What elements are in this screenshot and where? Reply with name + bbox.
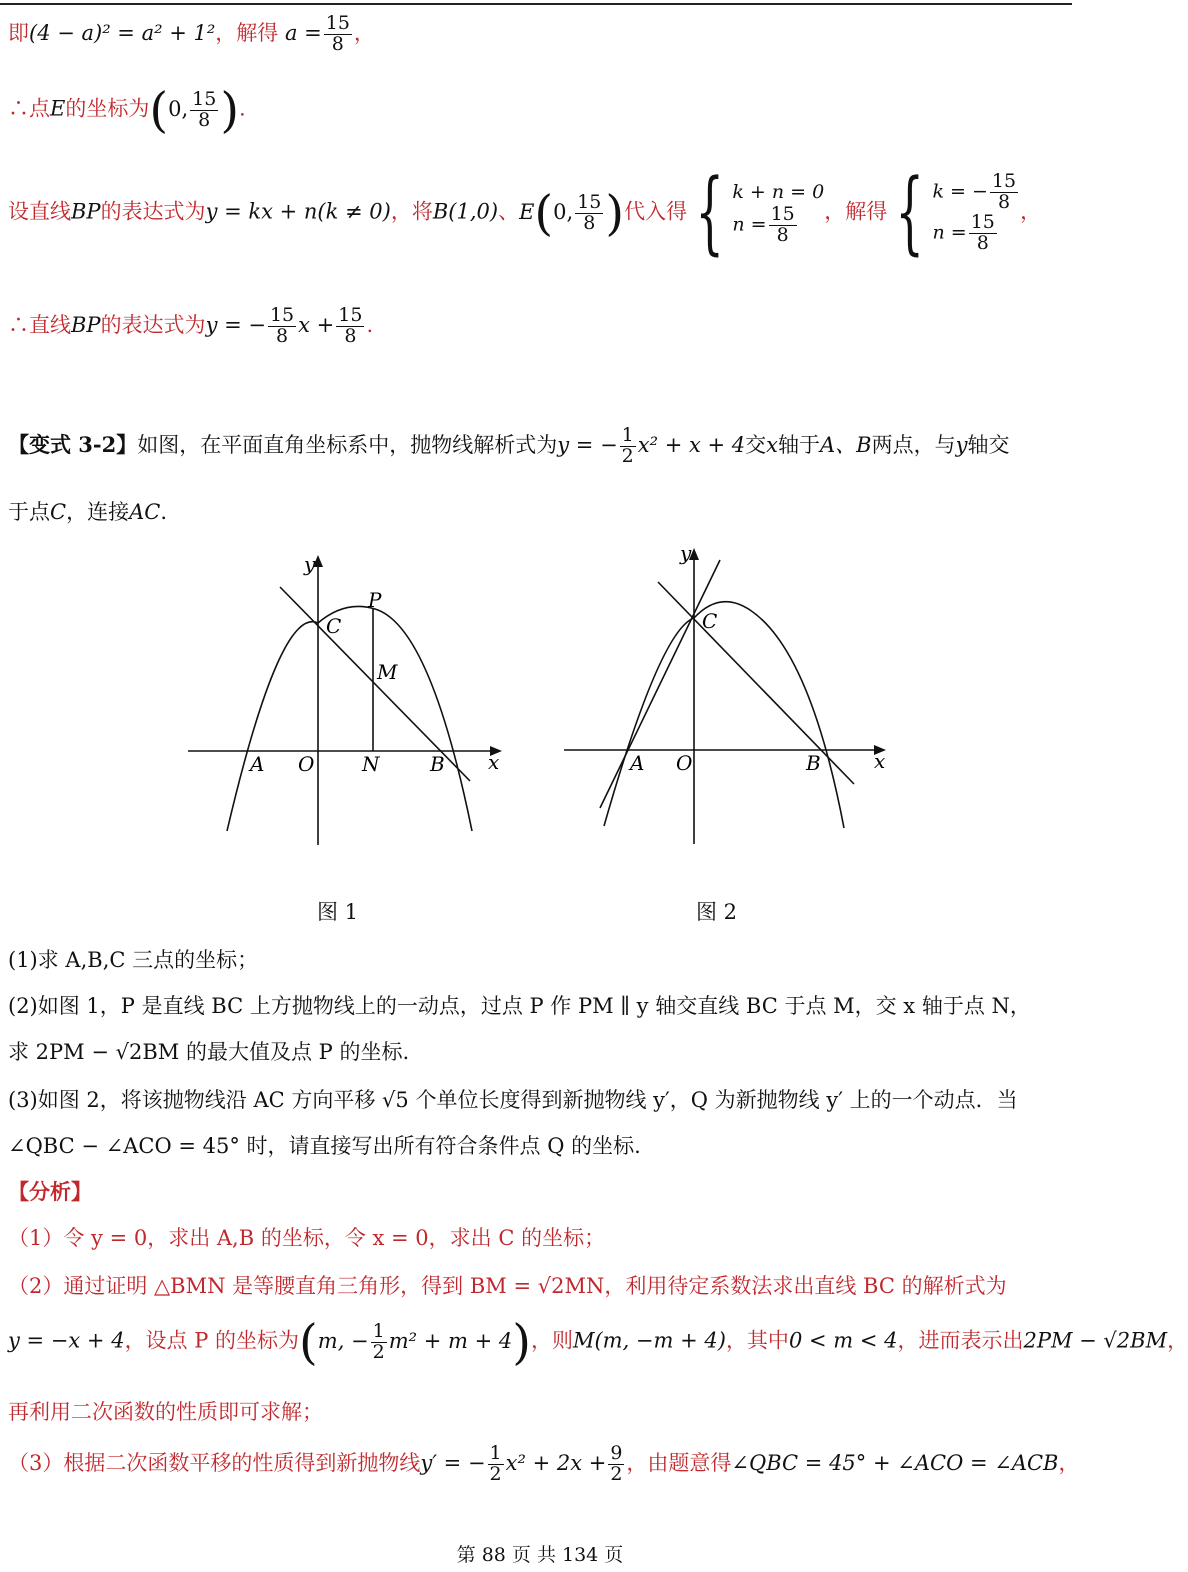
- variable: a =: [284, 20, 322, 45]
- text: ，由题意得: [626, 1450, 732, 1475]
- equation: n =: [932, 221, 967, 244]
- problem-statement-line-2: [8, 496, 167, 526]
- analysis-step-3: [8, 1444, 1080, 1485]
- text: 即: [8, 20, 29, 45]
- text: 两点，与: [871, 432, 956, 457]
- text: ，连接: [66, 500, 130, 524]
- text: .: [239, 96, 246, 121]
- point-label: C: [50, 500, 67, 524]
- solution-line-2: ∴点E的坐标为(0, $\frac{15}{8}$ ).: [8, 82, 246, 138]
- text: .: [160, 500, 167, 524]
- numerator: 15: [770, 202, 795, 225]
- label-c: C: [702, 609, 718, 633]
- denominator: 8: [276, 324, 289, 347]
- line-label: BP: [71, 312, 101, 337]
- text: ，进而表示出: [897, 1328, 1024, 1353]
- equation: y = −: [557, 432, 618, 457]
- numerator: 1: [621, 424, 634, 446]
- text: 的坐标为: [65, 96, 150, 121]
- numerator: 15: [970, 211, 995, 233]
- text: 轴交: [967, 432, 1010, 457]
- label-o: O: [298, 752, 315, 776]
- solution-line-1: [8, 14, 375, 55]
- solution-line-4: [8, 306, 373, 347]
- equation: x² + 2x +: [505, 1450, 607, 1475]
- numerator: 15: [991, 170, 1017, 193]
- label-o: O: [676, 751, 693, 775]
- figure-1-graph: [180, 545, 520, 855]
- numerator: 1: [489, 1442, 502, 1464]
- question-1: (1)求 A,B,C 三点的坐标；: [8, 948, 259, 972]
- equation: k = −: [932, 180, 988, 203]
- equation: x² + x + 4: [637, 432, 746, 457]
- point-label: E: [50, 96, 66, 121]
- point-labels: A、B: [819, 432, 872, 457]
- text: ，解得: [824, 199, 888, 224]
- problem-tag: 【变式 3-2】: [8, 431, 138, 457]
- text: 于点: [8, 500, 50, 524]
- figure-1-caption: 图 1: [317, 900, 359, 924]
- text: ，解得: [215, 20, 279, 45]
- variable: y: [955, 432, 968, 457]
- label-m: M: [377, 660, 398, 684]
- text: ，: [1020, 199, 1042, 224]
- numerator: 1: [372, 1319, 385, 1342]
- parabola: [604, 602, 844, 828]
- label-b: B: [430, 752, 445, 776]
- label-b: B: [806, 751, 821, 775]
- equation: (4 − a)² = a² + 1²: [29, 20, 216, 45]
- numerator: 15: [338, 304, 363, 326]
- variable: x: [766, 432, 778, 457]
- expression: 2PM − √2BM: [1023, 1328, 1168, 1353]
- coordinate: m² + m + 4: [388, 1328, 513, 1353]
- denominator: 8: [997, 191, 1011, 214]
- equation: k + n = 0: [732, 181, 825, 204]
- inequality: 0 < m < 4: [788, 1328, 898, 1353]
- text: ，: [1058, 1450, 1080, 1475]
- point: B(1,0): [432, 199, 499, 224]
- analysis-title: 【分析】: [8, 1179, 92, 1204]
- denominator: 8: [331, 32, 344, 55]
- question-3-line-1: (3)如图 2，将该抛物线沿 AC 方向平移 √5 个单位长度得到新抛物线 y′，Q 为新抛物线 y′ 上的一个动点．当: [8, 1088, 1018, 1112]
- text: 、: [498, 199, 520, 224]
- label-a: A: [630, 751, 645, 775]
- segment-label: AC: [129, 500, 161, 524]
- equation: y = −x + 4: [8, 1328, 125, 1353]
- label-p: P: [368, 588, 382, 612]
- numerator: 15: [577, 190, 602, 213]
- question-2-line-2: 求 2PM − √2BM 的最大值及点 P 的坐标.: [8, 1040, 410, 1064]
- label-x: x: [488, 750, 500, 774]
- numerator: 15: [269, 304, 295, 326]
- denominator: 8: [583, 211, 596, 234]
- text: ，: [1167, 1328, 1188, 1353]
- top-rule: [0, 3, 1072, 5]
- equation: y′ = −: [420, 1450, 486, 1475]
- text: ，其中: [725, 1328, 789, 1353]
- label-y: y: [680, 541, 692, 565]
- denominator: 2: [621, 444, 634, 467]
- question-3-line-2: ∠QBC − ∠ACO = 45° 时，请直接写出所有符合条件点 Q 的坐标.: [8, 1134, 641, 1158]
- text: （3）根据二次函数平移的性质得到新抛物线: [8, 1450, 421, 1475]
- text: 代入得: [624, 199, 688, 224]
- text: ，则: [530, 1328, 573, 1353]
- denominator: 2: [489, 1462, 502, 1485]
- denominator: 8: [976, 231, 989, 254]
- coordinate: 0,: [553, 199, 574, 224]
- denominator: 8: [198, 108, 211, 131]
- label-c: C: [326, 614, 342, 638]
- numerator: 15: [192, 87, 217, 110]
- label-a: A: [250, 752, 265, 776]
- text: 的表达式为: [100, 312, 206, 337]
- denominator: 2: [372, 1340, 385, 1363]
- point: M(m, −m + 4): [572, 1328, 726, 1353]
- coordinate: 0,: [168, 96, 189, 121]
- text: 交: [745, 432, 767, 457]
- analysis-step-2-line-2: y = −x + 4，设点 P 的坐标为(m, − $\frac{1}{2}$ m² + m + 4)，则M(m, −m + 4)，其中0 < m < 4，进而表示出2PM − √2BM，: [8, 1314, 1188, 1370]
- label-x: x: [874, 749, 886, 773]
- numerator: 9: [610, 1442, 623, 1464]
- analysis-step-1: （1）令 y = 0，求出 A,B 的坐标，令 x = 0，求出 C 的坐标；: [8, 1226, 606, 1250]
- point-label: E: [519, 199, 535, 224]
- denominator: 2: [610, 1462, 623, 1485]
- text: ，设点 P 的坐标为: [124, 1328, 300, 1353]
- solution-line-3: 设直线BP的表达式为y = kx + n(k ≠ 0)，将B(1,0)、E(0, $\frac{15}{8}$ )代入得{ k + n = 0 n = $\frac{15}{8}$ ，解得{ k = − $\frac{15}{8}$ n = $\frac{15}{8}$ ，: [8, 160, 1042, 265]
- page-footer: 第 88 页 共 134 页: [456, 1544, 624, 1566]
- analysis-step-2-line-1: （2）通过证明 △BMN 是等腰直角三角形，得到 BM = √2MN，利用待定系数法求出直线 BC 的解析式为: [8, 1274, 1007, 1298]
- label-n: N: [362, 752, 380, 776]
- analysis-step-2-line-3: 再利用二次函数的性质即可求解；: [8, 1400, 323, 1424]
- text: ∴直线: [8, 312, 71, 337]
- text: 的表达式为: [100, 199, 206, 224]
- equation: y = −: [205, 312, 266, 337]
- text: ，: [353, 20, 375, 45]
- coordinate: m, −: [317, 1328, 369, 1353]
- label-y: y: [304, 552, 316, 576]
- equation: y = kx + n(k ≠ 0): [205, 199, 391, 224]
- equation: ∠QBC = 45° + ∠ACO = ∠ACB: [731, 1450, 1059, 1475]
- line-label: BP: [71, 199, 101, 224]
- figure-2-caption: 图 2: [696, 900, 738, 924]
- parabola: [227, 606, 472, 831]
- text: 设直线: [8, 199, 71, 224]
- text: ∴点: [8, 96, 50, 121]
- numerator: 15: [325, 12, 350, 34]
- text: 如图，在平面直角坐标系中，抛物线解析式为: [137, 432, 558, 457]
- problem-statement-line-1: [8, 426, 1009, 467]
- text: .: [366, 312, 374, 337]
- denominator: 8: [344, 324, 357, 347]
- question-2-line-1: (2)如图 1，P 是直线 BC 上方抛物线上的一动点，过点 P 作 PM ∥ y 轴交直线 BC 于点 M，交 x 轴于点 N，: [8, 994, 1031, 1018]
- equation: x +: [298, 312, 335, 337]
- line-ac: [600, 560, 720, 808]
- text: ，将: [390, 199, 433, 224]
- figure-2-graph: [560, 540, 900, 850]
- denominator: 8: [776, 223, 789, 246]
- equation: n =: [732, 213, 767, 236]
- text: 轴于: [777, 432, 820, 457]
